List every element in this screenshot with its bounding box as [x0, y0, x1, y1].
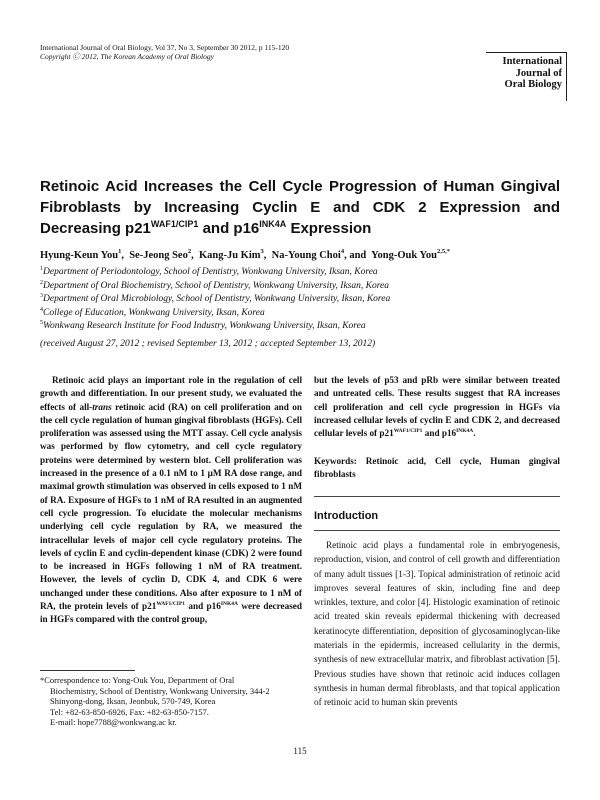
journal-box-line: International	[502, 56, 562, 67]
section-heading-introduction: Introduction	[314, 510, 379, 522]
title-text: and p16	[198, 220, 260, 237]
affiliation: $^1$Department of Periodontology, School of Dentistry, Wonkwang University, Iksan, Korea	[40, 266, 378, 277]
footnote-line: Shinyong-dong, Iksan, Jeonbuk, 570-749, Korea	[50, 696, 216, 706]
footnote-rule	[40, 670, 135, 671]
author-list: Hyung-Keun You$^1$, Se-Jeong Seo$^2$, Kang-Ju Kim$^3$, Na-Young Choi$^4$, and Yong-Ouk You$^{2,5,*}$	[40, 248, 450, 261]
journal-box-line: Journal of	[515, 67, 562, 79]
footnote-line: Tel: +82-63-850-6926, Fax: +82-63-850-7157.	[50, 706, 209, 717]
received-dates: (received August 27, 2012 ; revised September 13, 2012 ; accepted September 13, 2012)	[40, 339, 376, 349]
title-superscript: INK4A	[259, 219, 287, 229]
footnote-line: *Correspondence to: Yong-Ouk You, Department of Oral	[40, 675, 235, 685]
journal-citation	[40, 43, 370, 61]
article-title	[40, 176, 560, 239]
journal-citation-line: International Journal of Oral Biology, Vol 37, No 3, September 30 2012, p 115-120	[40, 43, 290, 52]
title-text: Expression	[286, 220, 372, 237]
footnote-email: E-mail: hope7788@wonkwang.ac kr.	[50, 717, 177, 727]
affiliation: $^4$College of Education, Wonkwang University, Iksan, Korea	[40, 306, 265, 318]
abstract-right-column: but the levels of p53 and pRb were similar between treated and untreated cells. These results suggest that RA increases cell proliferation and cell cycle progression in HGFs via increased cellular levels of cyclin E and CDK 2, and decreased cellular levels of $p21^{WAF1/CIP1}$ and $p16^{INK4A}$.	[314, 375, 560, 439]
title-superscript: WAF1/CIP1	[150, 219, 199, 229]
page-number: 115	[293, 746, 307, 756]
affiliation: $^5$Wonkwang Research Institute for Food Industry, Wonkwang University, Iksan, Korea	[40, 320, 366, 331]
section-rule	[314, 530, 560, 531]
author: Na-Young Choi$^4$	[271, 248, 345, 261]
author: Yong-Ouk You$^{2,5,*}$	[371, 248, 450, 261]
author: Kang-Ju Kim$^3$	[198, 248, 264, 261]
affiliation-list	[40, 266, 560, 334]
affiliation: $^3$Department of Oral Microbiology, School of Dentistry, Wonkwang University, Iksan, Korea	[40, 293, 391, 304]
introduction-body: Retinoic acid plays a fundamental role in embryogenesis, reproduction, vision, and control of cell growth and differentiation of many adult tissues [1-3]. Topical administration of retinoic acid improves several features of skin, including fine and deep wrinkles, texture, and color [4]. Histologic examination of retinoic acid treated skin reveals epidermal thickening with decreased keratinocyte differentiation, deposition of glycosaminoglycan-like materials in the epidermis, increased cellularity in the dermis, synthesis of new extracellular matrix, and fibroblast activation [5]. Previous studies have shown that retinoic acid induces collagen synthesis in human dermal fibroblasts, and that topical application of retinoic acid to human skin prevents	[314, 540, 560, 708]
author: Se-Jeong Seo$^2$	[129, 248, 192, 261]
affiliation: $^2$Department of Oral Biochemistry, School of Dentistry, Wonkwang University, Iksan, Korea	[40, 279, 390, 291]
copyright-line: Copyright Ⓒ 2012, The Korean Academy of Oral Biology	[40, 52, 214, 61]
section-rule	[314, 496, 560, 497]
correspondence-footnote	[40, 675, 302, 728]
title-text: Retinoic Acid Increases the Cell Cycle Progression of Human Gingival Fibroblasts by Increasing Cyclin E and CDK 2 Expression and Decreasing p21	[40, 178, 560, 237]
abstract-left-column: Retinoic acid plays an important role in the regulation of cell growth and differentiation. In our present study, we evaluated the effects of all-trans retinoic acid (RA) on cell proliferation and on the cell cycle regulation of human gingival fibroblasts (HGFs). Cell proliferation was assessed using the MTT assay. Cell cycle analysis was performed by flow cytometry, and cell cycle regulatory proteins were determined by western blot. Cell proliferation was increased in the presence of a 0.1 nM to 1 μM RA dose range, and maximal growth stimulation was observed in cells exposed to 1 nM of RA. Exposure of HGFs to 1 nM of RA resulted in an augmented cell cycle progression. To elucidate the molecular mechanisms underlying cell cycle regulation by RA, we measured the intracellular levels of major cell cycle regulatory proteins. The levels of cyclin E and cyclin-dependent kinase (CDK) 2 were found to be increased in HGFs following 1 nM of RA treatment. However, the levels of cyclin D, CDK 4, and CDK 6 were unchanged under these conditions. Also after exposure to 1 nM of RA, the protein levels of $p21^{WAF1/CIP1}$ and $p16^{INK4A}$ were decreased in HGFs compared with the control group,	[40, 375, 303, 625]
journal-box-line: Oral Biology	[504, 79, 562, 90]
keywords: Keywords: Retinoic acid, Cell cycle, Human gingival fibroblasts	[314, 456, 560, 480]
journal-box-title	[486, 56, 562, 91]
author: Hyung-Keun You$^1$	[40, 248, 122, 261]
italic-term: trans	[92, 401, 112, 412]
footnote-line: Biochemistry, School of Dentistry, Wonkwang University, 344-2	[50, 685, 270, 696]
